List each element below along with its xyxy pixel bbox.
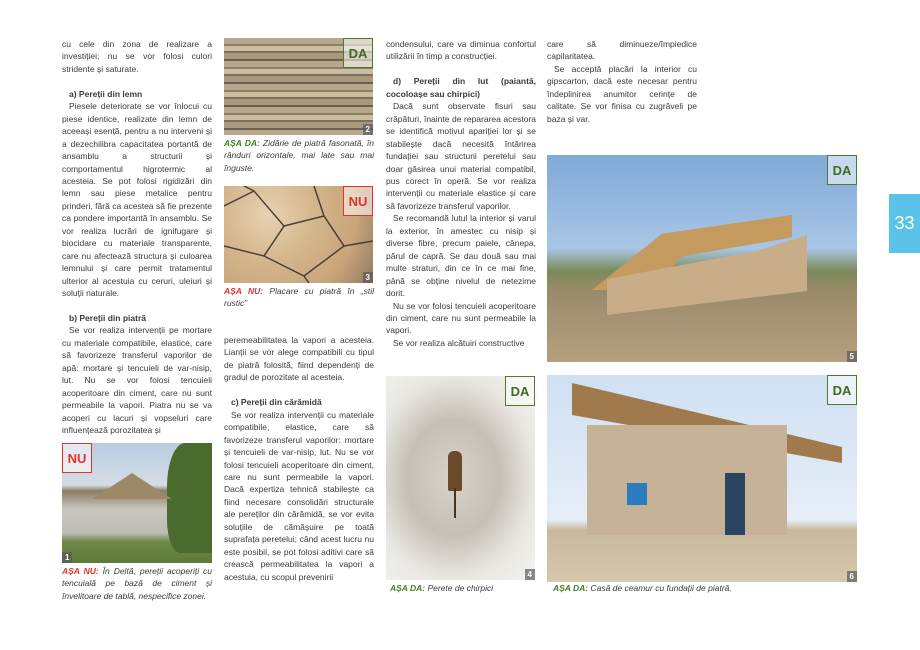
da-badge: DA (343, 38, 373, 68)
photo-caption-2 (224, 137, 374, 174)
photo-number: 4 (525, 569, 535, 580)
photo-thatched-adobe-house (547, 155, 857, 362)
photo-adobe-wall-niche (386, 376, 535, 580)
paragraph: Se acceptă placări la interior cu gipscarton, dacă este necesar pentru îndeplinirea anumitor cerințe de calitate. Se vor finisa cu zugrăveli pe baza și var. (547, 63, 697, 124)
paragraph: care să diminueze/împiedice capilaritatea. (547, 39, 697, 62)
paragraph: Piesele deteriorate se vor înlocui cu piese identice, realizate din lemn de aceeași esență, pentru a nu interveni și a dezechilibra capacitatea portantă de ansamblu a structurii și comportamentul higrotermic al acesteia. Se pot folosi rigidizări din lemn sau piese metalice pentru prinderi, fără ca acestea să fie prezente ca pondere importantă în ansamblu. Se vor realiza lucrări de ignifugare și biocidare cu materiale transparente, care nu afectează structura și culoarea lemnului și care permit tratamentul ulterior al acestuia cu ceruri, uleiuri și soluții naturale. (62, 101, 212, 299)
section-heading-c: c) Pereții din cărămidă (231, 397, 322, 408)
photo-caption-4 (390, 582, 540, 594)
caption-label: AȘA DA: (224, 138, 260, 148)
column-1 (62, 38, 212, 436)
photo-house-tin-roof (62, 443, 212, 563)
section-heading-a: a) Pereții din lemn (69, 88, 143, 99)
caption-label: AȘA NU: (62, 566, 99, 576)
caption-text: În Deltă, pereții acoperiți cu tencuială pe bază de ciment și învelitoare de tablă, nespecifice zonei. (62, 566, 213, 601)
photo-caption-1 (62, 565, 212, 602)
paragraph: Se vor realiza alcătuiri constructive (393, 337, 525, 348)
photo-caption-3 (224, 285, 374, 310)
section-heading-b: b) Pereții din piatră (69, 312, 146, 323)
caption-text: Placare cu piatră în „stil rustic” (224, 286, 374, 309)
photo-number: 3 (363, 272, 373, 283)
photo-number: 6 (847, 571, 857, 582)
photo-number: 2 (363, 124, 373, 135)
paragraph: condensului, care va diminua confortul utilizării în timp a construcției. (386, 39, 536, 62)
caption-label: AȘA DA: (390, 583, 426, 593)
photo-ceamur-house (547, 375, 857, 582)
caption-label: AȘA NU: (224, 286, 264, 296)
paragraph: Se vor realiza intervenții cu materiale compatibile, elastice, care să favorizeze transferul vaporilor: mortare și tencuieli de var-nisip, lut. Nu se vor folosi tencuieli acoperitoare din ciment, care nu sunt permeabile la vapori. Dacă expertiza tehnică stabilește ca fiind necesare consolidări structurale ale pereților din cărămidă, se vor evita soluțiile de cămășuire pe toată suprafața peretelui; când acest lucru nu este posibil, se pot folosi aditivi care să crească permeabilitatea la vapori a acestuia, cu scopul prevenirii (224, 409, 374, 582)
paragraph: Se vor realiza intervenții pe mortare cu materiale compatibile, elastice, care să favorizeze transferul vaporilor de apă: mortare și tencuieli de var-nisip, lut. Nu se vor folosi tencuieli acoperitoare din ciment, care nu sunt permeabile la vapori. Piatra nu se va acoperi cu lacuri și vopseluri care influențează porozitatea și (62, 325, 212, 436)
column-4 (547, 38, 697, 125)
da-badge: DA (827, 375, 857, 405)
section-heading-d: d) Pereții din lut (paiantă, cocoloașe sau chirpici) (386, 76, 536, 99)
photo-caption-6 (553, 582, 853, 594)
paragraph: Se recomandă lutul la interior și varul la exterior, în amestec cu nisip și diverse fibre, precum paiele, cânepa, părul de capră. Se dau două sau mai multe straturi, din ce în ce mai fine, până se obține nivelul de netezime dorit. (386, 213, 536, 299)
photo-number: 1 (62, 552, 72, 563)
da-badge: DA (827, 155, 857, 185)
paragraph: peremeabilitatea la vapori a acesteia. Lianții se vor alege compatibili cu tipul de piatră folosită, fiind dependenți de gradul de porozitate al acesteia. (224, 335, 374, 383)
nu-badge: NU (343, 186, 373, 216)
page-number-tab: 33 (889, 194, 920, 253)
photo-rustic-stone-cladding (224, 186, 373, 283)
caption-text: Zidărie de piatră fasonată, în rânduri orizontale, mai late sau mai înguste. (224, 138, 374, 173)
caption-label: AȘA DA: (553, 583, 589, 593)
paragraph: Dacă sunt observate fisuri sau crăpături, înainte de repararea acestora se identifică motivul apariției lor și se stabilește dacă necesită întărirea fundației sau structurii peretelui sau doar găsirea unui material compatibil, pus corect în operă. Se vor realiza intervenții cu materiale elastice și care să favorizeze transferul vaporilor. (386, 101, 536, 211)
column-2 (224, 334, 374, 583)
column-3 (386, 38, 536, 349)
nu-badge: NU (62, 443, 92, 473)
paragraph: cu cele din zona de realizare a investiției; nu se vor folosi culori stridente și saturate. (62, 39, 212, 74)
caption-text: Perete de chirpici (425, 583, 494, 593)
da-badge: DA (505, 376, 535, 406)
photo-number: 5 (847, 351, 857, 362)
caption-text: Casă de ceamur cu fundații de piatră. (588, 583, 732, 593)
paragraph: Nu se vor folosi tencuieli acoperitoare din ciment, care nu sunt permeabile la vapori. (386, 300, 536, 336)
photo-stone-masonry (224, 38, 373, 135)
